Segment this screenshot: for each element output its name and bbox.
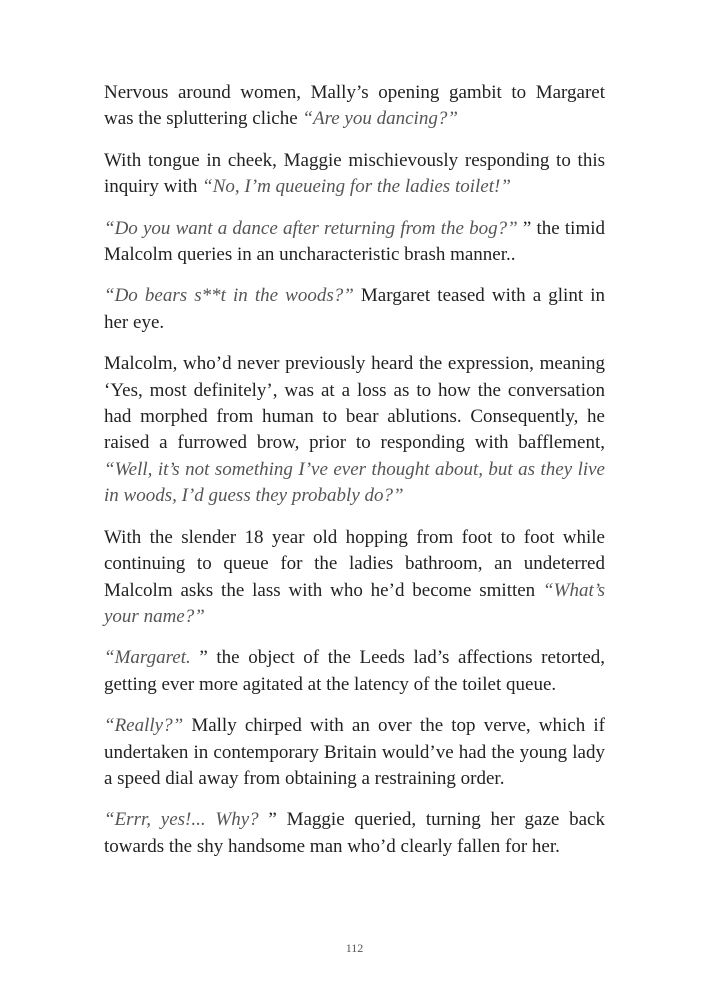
paragraph-8 [104,713,605,792]
dialogue: “Do you want a dance after returning from the bog?” [104,217,518,239]
narration: Margaret teased with a glint in her eye. [104,285,605,333]
narration: Mally chirped with an over the top verve, which if undertaken in contemporary Britain would’ve had the young lady a speed dial away from obtaining a restraining order. [104,715,605,789]
paragraph-3 [104,216,605,269]
dialogue: “Do bears s**t in the woods?” [104,285,354,307]
dialogue: “No, I’m queueing for the ladies toilet!” [202,176,511,198]
dialogue: “Are you dancing?” [302,108,458,130]
body-text [104,80,605,875]
paragraph-5 [104,351,605,509]
paragraph-7 [104,645,605,698]
narration: Malcolm, who’d never previously heard the expression, meaning ‘Yes, most definitely’, was at a loss as to how the conversation had morphed from human to bear ablutions. Consequently, he raised a furrowed brow, prior to responding with bafflement, [104,353,605,454]
paragraph-6 [104,525,605,631]
narration: ” the object of the Leeds lad’s affections retorted, getting ever more agitated at the latency of the toilet queue. [104,647,605,695]
page-number: 112 [345,941,364,955]
narration: ” the timid Malcolm queries in an uncharacteristic brash manner.. [104,217,605,266]
narration: With the slender 18 year old hopping from foot to foot while continuing to queue for the ladies bathroom, an undeterred Malcolm asks the lass with who he’d become smitten [104,526,605,601]
dialogue: “Well, it’s not something I’ve ever thought about, but as they live in woods, I’d guess they probably do?” [104,458,605,507]
paragraph-2 [104,148,605,201]
dialogue: “Really?” [104,715,184,737]
paragraph-1 [104,80,605,133]
narration: Nervous around women, Mally’s opening gambit to Margaret was the spluttering cliche [104,82,605,130]
paragraph-4 [104,283,605,336]
dialogue: “Margaret. [104,647,191,669]
narration: ” Maggie queried, turning her gaze back towards the shy handsome man who’d clearly fallen for her. [104,809,605,857]
paragraph-9 [104,807,605,860]
dialogue: “What’s your name?” [104,579,605,627]
narration: With tongue in cheek, Maggie mischievously responding to this inquiry with [104,149,605,198]
dialogue: “Errr, yes!... Why? [104,809,259,831]
